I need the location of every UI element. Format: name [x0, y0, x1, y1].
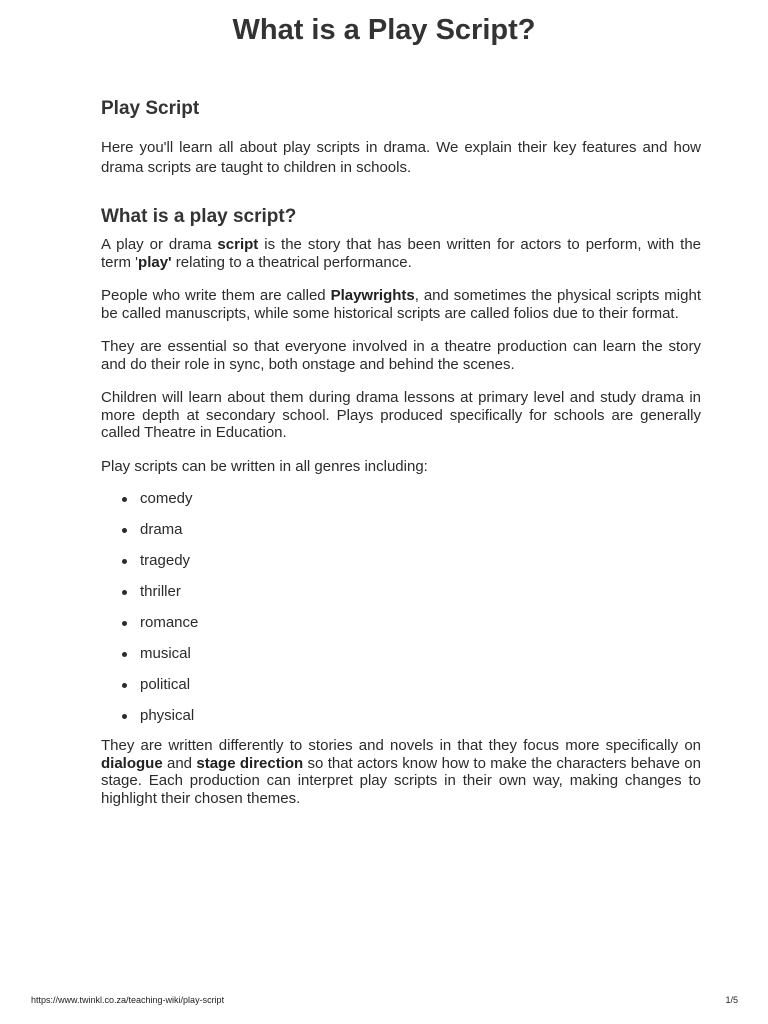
- paragraph-genres-intro: Play scripts can be written in all genres including:: [101, 457, 428, 475]
- footer-url: https://www.twinkl.co.za/teaching-wiki/play-script: [31, 995, 225, 1005]
- paragraph-written-differently: They are written differently to stories and novels in that they focus more specifically on dialogue and stage direction so that actors know how to make the characters behave on stage. Each production can interpret play scripts in their own way, making changes to highlight their chosen themes.: [101, 737, 701, 807]
- bold-term-stage-direction: stage direction: [196, 754, 304, 772]
- list-item: comedy: [140, 489, 701, 520]
- bold-term-play: play': [138, 253, 172, 271]
- list-item: political: [140, 675, 701, 706]
- list-item: tragedy: [140, 551, 701, 582]
- paragraph-children: Children will learn about them during drama lessons at primary level and study drama in more depth at secondary school. Plays produced specifically for schools are generally called Theatre in Education.: [101, 389, 701, 441]
- bold-term-playwrights: Playwrights: [330, 287, 415, 304]
- intro-paragraph: Here you'll learn all about play scripts in drama. We explain their key features and how drama scripts are taught to children in schools.: [101, 139, 701, 176]
- paragraph-definition: A play or drama script is the story that has been written for actors to perform, with the term 'play' relating to a theatrical performance.: [101, 236, 702, 271]
- section-heading-play-script: Play Script: [101, 98, 200, 119]
- section-heading-what-is: What is a play script?: [101, 206, 297, 227]
- page-title: What is a Play Script?: [232, 14, 536, 46]
- bold-term-dialogue: dialogue: [101, 754, 163, 772]
- list-item: physical: [140, 706, 701, 737]
- paragraph-playwrights: People who write them are called Playwrights, and sometimes the physical scripts might be called manuscripts, while some historical scripts are called folios due to their format.: [101, 287, 701, 322]
- paragraph-essential: They are essential so that everyone involved in a theatre production can learn the story and do their role in sync, both onstage and behind the scenes.: [101, 338, 701, 373]
- list-item: drama: [140, 520, 701, 551]
- list-item: musical: [140, 644, 701, 675]
- genre-list: [101, 489, 701, 737]
- list-item: romance: [140, 613, 701, 644]
- article-body: [101, 96, 701, 807]
- page-number: 1/5: [725, 995, 738, 1005]
- list-item: thriller: [140, 582, 701, 613]
- bold-term-script: script: [217, 236, 259, 253]
